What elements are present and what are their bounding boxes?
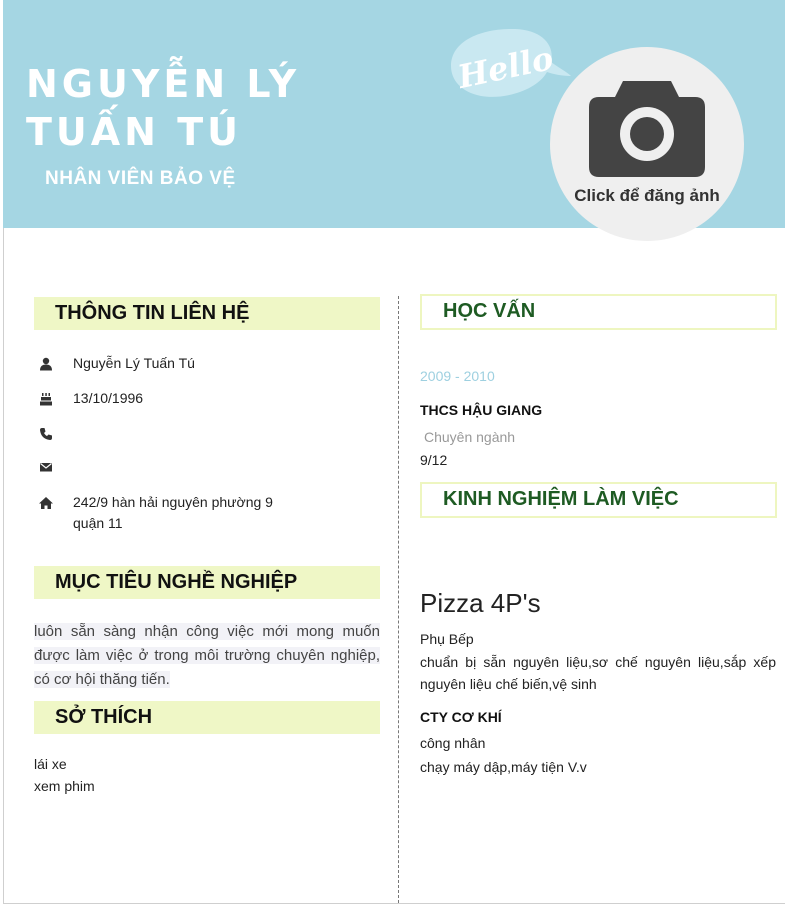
address-line-1: 242/9 hàn hải nguyên phường 9 xyxy=(73,494,273,510)
objective-text-content: luôn sẵn sàng nhận công việc mới mong muốn được làm việc ở trong môi trường chuyên nghiệp, có cơ hội thăng tiến. xyxy=(34,623,380,688)
education-grade[interactable]: 9/12 xyxy=(420,452,448,468)
contact-address[interactable] xyxy=(73,492,273,534)
education-major[interactable]: Chuyên ngành xyxy=(424,429,516,445)
experience-heading: KINH NGHIỆM LÀM VIỆC xyxy=(443,488,679,510)
education-heading: HỌC VẤN xyxy=(443,300,536,322)
phone-icon xyxy=(39,427,53,441)
column-divider xyxy=(398,296,399,903)
objective-text[interactable] xyxy=(34,620,380,692)
name-line-2: TUẤN TÚ xyxy=(26,110,242,154)
job-description[interactable]: chạy máy dập,máy tiện V.v xyxy=(420,759,587,775)
address-line-2: quận 11 xyxy=(73,515,123,531)
photo-upload-label: Click để đăng ảnh xyxy=(574,186,720,205)
envelope-icon xyxy=(39,460,53,474)
cake-icon xyxy=(39,392,53,406)
job-description[interactable]: chuẩn bị sẵn nguyên liệu,sơ chế nguyên liệu,sắp xếp nguyên liệu chế biến,vệ sinh xyxy=(420,654,776,692)
hello-text: Hello xyxy=(454,38,557,97)
hobbies-section-header xyxy=(34,701,380,734)
job-company[interactable]: Pizza 4P's xyxy=(420,588,541,618)
job-title[interactable]: công nhân xyxy=(420,735,486,751)
contact-heading: THÔNG TIN LIÊN HỆ xyxy=(55,302,250,324)
hello-bubble xyxy=(443,26,573,102)
contact-section-header xyxy=(34,297,380,330)
photo-upload[interactable] xyxy=(550,47,744,241)
candidate-name[interactable] xyxy=(26,60,366,156)
education-years[interactable]: 2009 - 2010 xyxy=(420,368,495,384)
hobby-item[interactable]: lái xe xyxy=(34,756,67,772)
job-company[interactable]: CTY CƠ KHÍ xyxy=(420,709,502,725)
objective-heading: MỤC TIÊU NGHỀ NGHIỆP xyxy=(55,571,298,593)
experience-section-header xyxy=(420,482,777,518)
education-school[interactable]: THCS HẬU GIANG xyxy=(420,402,543,418)
contact-birthday[interactable]: 13/10/1996 xyxy=(73,390,144,406)
hobbies-heading: SỞ THÍCH xyxy=(55,706,153,728)
job-position[interactable]: NHÂN VIÊN BẢO VỆ xyxy=(45,168,236,189)
contact-phone[interactable] xyxy=(73,423,373,444)
job-title[interactable]: Phụ Bếp xyxy=(420,631,474,647)
home-icon xyxy=(39,496,53,510)
contact-email[interactable] xyxy=(73,456,373,477)
contact-name[interactable]: Nguyễn Lý Tuấn Tú xyxy=(73,355,195,371)
camera-icon xyxy=(587,75,707,179)
name-line-1: NGUYỄN LÝ xyxy=(26,62,301,106)
hobby-item[interactable]: xem phim xyxy=(34,778,95,794)
user-icon xyxy=(39,357,53,371)
objective-section-header xyxy=(34,566,380,599)
education-section-header xyxy=(420,294,777,330)
